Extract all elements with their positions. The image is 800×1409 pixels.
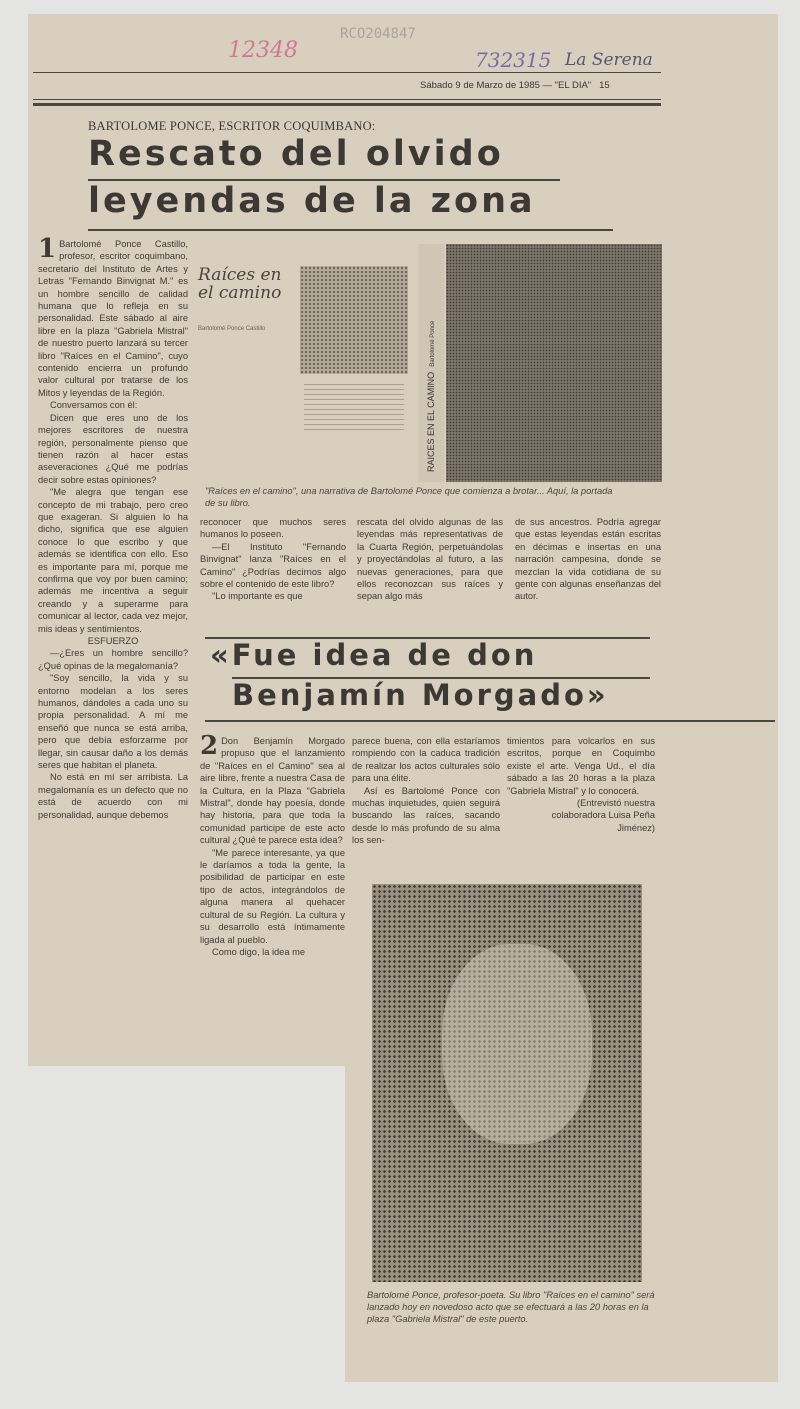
drop-number-1: 1 (38, 234, 57, 264)
back-cover-text (304, 384, 404, 434)
subhead-esfuerzo: ESFUERZO (87, 636, 139, 646)
dateline (420, 80, 610, 91)
stamp-number: RCO204847 (340, 26, 416, 42)
book-cover-art (446, 244, 662, 482)
credit-name: Jiménez) (617, 822, 655, 833)
drop-number-2: 2 (200, 731, 219, 761)
author-portrait-small (300, 266, 408, 374)
headline-rule-2 (88, 229, 613, 231)
headline2-line1: «Fue idea de don (210, 638, 538, 672)
book-spine (418, 244, 444, 482)
double-rule (33, 99, 661, 100)
author-photo (372, 884, 642, 1282)
page-number: 15 (599, 80, 610, 91)
s2-col2: parece buena, con ella estaríamos rompiendo con la caduca tradición de realizar los actos culturales sólo para una élite. Así es Bartolomé Ponce con muchas inquietudes, quien seguirá buscando las raíces, sacando desde lo más profundo de su alma los sen- (352, 736, 500, 846)
headline-line1: Rescato del olvido (88, 134, 504, 174)
credit: (Entrevistó nuestra colaboradora Luisa Peña (551, 798, 655, 821)
book-author: Bartolomé Ponce Castillo (198, 326, 266, 332)
headline2-line2: Benjamín Morgado» (232, 678, 609, 712)
s1-col3: rescata del olvido algunas de las leyendas más representativas de la Cuarta Región, perpetuándolas y proyectándolas al futuro, a las nuevas generaciones, para que ellos reconozcan sus raíces y sepan algo más (357, 517, 503, 602)
kicker: BARTOLOME PONCE, ESCRITOR COQUIMBANO: (88, 119, 376, 133)
spine-text: RAICES EN EL CAMINO Bartolomé Ponce (426, 320, 436, 472)
pink-number: 12348 (228, 38, 298, 63)
book-cover-image (196, 244, 664, 482)
book-title: Raíces en el camino (198, 265, 282, 303)
photo-face (442, 944, 592, 1144)
headline2-rule-bottom (205, 720, 775, 722)
s2-col3: timientos para volcarlos en sus escritos, porque en Coquimbo existe el arte. Venga Ud., el día sábado a las 20 horas a la plaza "Gabriela Mistral" y lo conocerá. (Entrevistó nuestra colaboradora Luisa Peña Jiménez) (507, 736, 655, 833)
headline-line2: leyendas de la zona (88, 181, 536, 221)
s2-col1: 2 Don Benjamín Morgado propuso que el lanzamiento de "Raíces en el Camino" sea al aire libre, frente a nuestra Casa de la Cultura, en la Plaza "Gabriela Mistral", donde hay poesía, donde hay historia, para que toda la comunidad participe de este acto cultural ¿Qué te parece esta idea? "Me parece interesante, ya que le daríamos a toda la gente, la posibilidad de participar en este tipo de actos, integrándolos de alguna manera al quehacer cultural de su Región. La cultura y su desarrollo está íntimamente ligada al pueblo. Como digo, la idea me (200, 731, 345, 957)
photo-caption: Bartolomé Ponce, profesor-poeta. Su libro "Raíces en el camino" será lanzado hoy en novedoso acto que se efectuará a las 20 horas en la plaza "Gabriela Mistral" de este puerto. (367, 1290, 655, 1324)
s1-col2: reconocer que muchos seres humanos lo poseen. —El Instituto "Fernando Binvignat" lanza "Raíces en el Camino" ¿Podrías decirnos algo sobre el contenido de este libro? "Lo importante es que (200, 517, 346, 602)
book-caption: "Raíces en el camino", una narrativa de Bartolomé Ponce que comienza a brotar... Aquí, la portada de su libro. (205, 486, 613, 508)
s1-col4: de sus ancestros. Podría agregar que estas leyendas están escritas en décimas e insertas en una narración campesina, donde se mezclan la vida cotidiana de su gente con algunas enseñanzas del autor. (515, 517, 661, 602)
top-rule (33, 72, 661, 73)
date-text: Sábado 9 de Marzo de 1985 — "EL DIA" (420, 80, 592, 91)
s1-col1: 1 Bartolomé Ponce Castillo, profesor, escritor coquimbano, secretario del Instituto de Artes y Letras "Fernando Binvignat M." es un hombre sencillo de calidad humana que lo refleja en su personalidad. Este sábado al aire libre en la plaza "Gabriela Mistral" de nuestro puerto lanzará su tercer libro "Raíces en el Camino", cuyo contenido encierra un profundo valor cultural por tratarse de los Mitos y leyendas de la Región. Conversamos con él: Dicen que eres uno de los mejores escritores de nuestra región, personalmente pienso que tienen razón al hacer estas aseveraciones ¿Qué me podrías decir sobre estas opiniones? "Me alegra que tengan ese concepto de mi trabajo, pero creo que exageran. Si alguien lo ha dicho, significa que ese alguien conoce lo que escribo y que además se identifica con ello. Eso es importante para mí, porque me confirma que voy por buen camino; además me incentiva a seguir creando y a superarme para comunicar al lector, cada vez mejor, mis ideas y sentimientos. ESFUERZO —¿Eres un hombre sencillo? ¿Qué opinas de la megalomanía? "Soy sencillo, la vida y su entorno modelan a los seres humanos, dándoles a cada uno su propia personalidad. A mí me enseñó que nunca se está arriba, pero que debía esforzarme por llegar, sin causar daño a los demás seres que habitan el planeta. No está en mí ser arribista. La megalomanía es un defecto que no está de acuerdo con mi personalidad, aunque debemos (38, 234, 188, 820)
blue-number: 732315 (475, 48, 552, 72)
handwritten-note: La Serena (565, 50, 653, 70)
double-rule-thick (33, 103, 661, 106)
